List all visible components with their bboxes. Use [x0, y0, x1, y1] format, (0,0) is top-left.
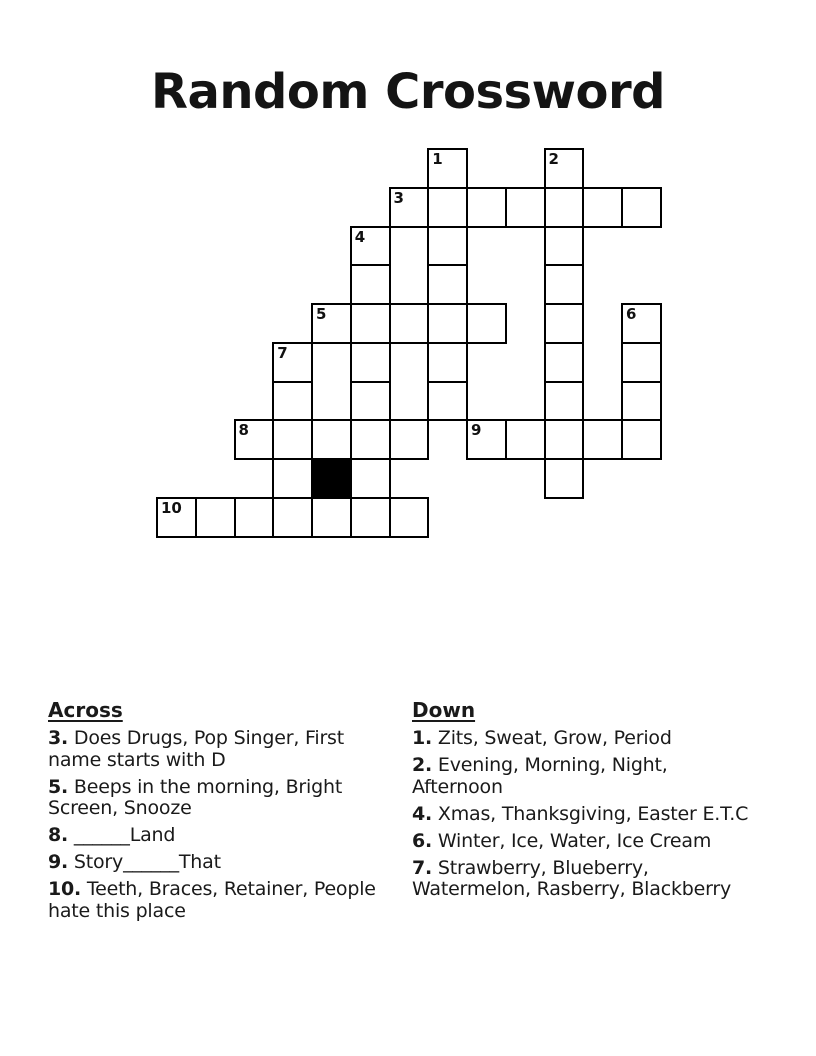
down-clue-item [412, 858, 764, 901]
down-clue-item [412, 728, 764, 750]
clue-text: Strawberry, Blueberry, Watermelon, Rasberry, Blackberry [412, 856, 732, 900]
clue-number: 3. [48, 727, 69, 749]
grid-cell[interactable] [350, 419, 391, 460]
grid-cell[interactable] [582, 187, 623, 228]
clue-text: Teeth, Braces, Retainer, People hate this place [48, 878, 376, 922]
grid-cell[interactable] [350, 226, 391, 267]
cell-number: 5 [316, 305, 327, 323]
grid-cell[interactable] [389, 497, 430, 538]
cell-number: 6 [626, 305, 637, 323]
grid-cell[interactable] [621, 303, 662, 344]
cell-number: 4 [354, 227, 366, 246]
across-header: Across [48, 698, 123, 722]
clue-text: Evening, Morning, Night, Afternoon [412, 754, 668, 798]
grid-cell[interactable] [621, 342, 662, 383]
grid-cell[interactable] [427, 264, 468, 305]
grid-cell[interactable] [156, 497, 197, 538]
cell-number: 2 [548, 150, 559, 168]
clue-text: ______Land [73, 824, 176, 846]
grid-cell[interactable] [195, 497, 236, 538]
down-clue-item [412, 804, 764, 826]
grid-cell[interactable] [544, 303, 585, 344]
grid-cell[interactable] [311, 303, 352, 344]
grid-cell[interactable] [427, 226, 468, 267]
grid-cell[interactable] [427, 342, 468, 383]
down-clue-item [412, 755, 764, 798]
grid-cell[interactable] [350, 381, 391, 422]
clue-number: 7. [412, 856, 433, 879]
clue-number: 6. [412, 829, 433, 852]
grid-cell[interactable] [466, 419, 507, 460]
clue-number: 1. [412, 727, 433, 749]
cell-number: 10 [161, 498, 182, 517]
grid-cell[interactable] [350, 497, 391, 538]
grid-cell[interactable] [350, 303, 391, 344]
across-clue-item [48, 777, 398, 820]
grid-cell[interactable] [505, 419, 546, 460]
down-clues-list [412, 728, 764, 901]
grid-cell[interactable] [544, 264, 585, 305]
grid-cell[interactable] [621, 419, 662, 460]
grid-cell[interactable] [389, 187, 430, 228]
grid-cell[interactable] [544, 419, 585, 460]
clue-text: Xmas, Thanksgiving, Easter E.T.C [437, 802, 749, 825]
clue-text: Beeps in the morning, Bright Screen, Snooze [48, 775, 343, 819]
down-clues-section [412, 698, 764, 906]
cell-number: 1 [432, 150, 443, 168]
grid-cell[interactable] [272, 458, 313, 499]
down-header: Down [412, 698, 476, 722]
cell-number: 9 [471, 421, 482, 440]
grid-cell[interactable] [427, 187, 468, 228]
grid-cell[interactable] [544, 342, 585, 383]
grid-cell[interactable] [427, 303, 468, 344]
across-clue-item [48, 852, 398, 874]
grid-cell[interactable] [350, 264, 391, 305]
grid-cell[interactable] [544, 226, 585, 267]
clue-number: 4. [412, 802, 433, 825]
grid-cell[interactable] [234, 419, 275, 460]
page-title: Random Crossword [151, 64, 665, 121]
grid-cell[interactable] [389, 419, 430, 460]
clue-number: 10. [48, 878, 82, 900]
down-clue-item [412, 831, 764, 853]
across-clue-item [48, 879, 398, 922]
cell-number: 3 [393, 188, 404, 207]
clue-text: Winter, Ice, Water, Ice Cream [437, 829, 712, 852]
grid-cell[interactable] [311, 419, 352, 460]
grid-cell[interactable] [544, 148, 585, 189]
clue-number: 8. [48, 824, 69, 846]
clue-text: Does Drugs, Pop Singer, First name starts with D [48, 727, 345, 771]
grid-cell[interactable] [272, 381, 313, 422]
grid-cell[interactable] [544, 381, 585, 422]
cell-number: 8 [238, 421, 249, 440]
across-clue-item [48, 825, 398, 847]
grid-cell[interactable] [350, 458, 391, 499]
grid-cell[interactable] [427, 381, 468, 422]
grid-cell[interactable] [544, 187, 585, 228]
grid-cell[interactable] [621, 381, 662, 422]
grid-cell[interactable] [621, 187, 662, 228]
clue-text: Zits, Sweat, Grow, Period [437, 727, 672, 749]
clue-text: Story______That [73, 851, 221, 873]
grid-cell[interactable] [427, 148, 468, 189]
grid-cell[interactable] [389, 303, 430, 344]
grid-cell[interactable] [234, 497, 275, 538]
grid-cell[interactable] [544, 458, 585, 499]
across-clues-list [48, 728, 398, 922]
across-clues-section [48, 698, 398, 928]
grid-cell[interactable] [466, 187, 507, 228]
cell-number: 7 [277, 343, 288, 362]
clue-number: 5. [48, 775, 69, 798]
clue-number: 9. [48, 851, 69, 873]
grid-cell[interactable] [272, 497, 313, 538]
clue-number: 2. [412, 754, 433, 776]
grid-cell[interactable] [350, 342, 391, 383]
grid-cell-black [311, 458, 352, 499]
grid-cell[interactable] [311, 497, 352, 538]
grid-cell[interactable] [505, 187, 546, 228]
grid-cell[interactable] [272, 342, 313, 383]
across-clue-item [48, 728, 398, 771]
grid-cell[interactable] [466, 303, 507, 344]
grid-cell[interactable] [582, 419, 623, 460]
grid-cell[interactable] [272, 419, 313, 460]
